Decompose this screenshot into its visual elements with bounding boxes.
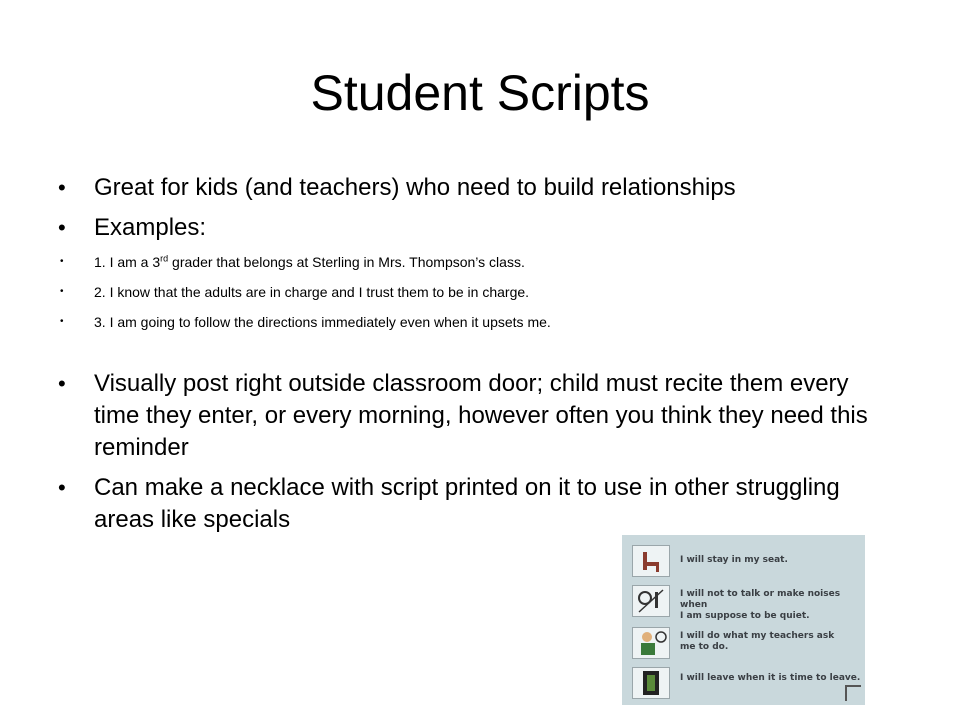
script-line: I will do what my teachers ask me to do.	[680, 631, 835, 652]
spacer	[58, 342, 888, 368]
bullet-item	[58, 472, 888, 536]
script-line: I will stay in my seat.	[680, 555, 788, 565]
sub-bullet-text: 3. I am going to follow the directions immediately even when it upsets me.	[94, 314, 551, 330]
sub-bullet-text-part: 1. I am a 3	[94, 254, 161, 270]
bullet-dot: •	[60, 316, 64, 327]
card-corner-mark	[845, 685, 861, 701]
script-card-photo	[622, 535, 865, 705]
bullet-text: Examples:	[94, 214, 207, 241]
bullet-dot: •	[58, 475, 66, 500]
sub-bullet-item	[58, 252, 888, 272]
bullet-dot: •	[58, 175, 66, 200]
script-row	[622, 663, 865, 699]
sub-bullet-text: 2. I know that the adults are in charge and I trust them to be in charge.	[94, 284, 530, 300]
slide-title: Student Scripts	[310, 65, 650, 121]
bullet-item	[58, 212, 888, 244]
sub-bullet-text-part: grader that belongs at Sterling in Mrs. Thompson’s class.	[168, 254, 525, 270]
teacher-icon	[632, 627, 670, 659]
sub-bullet-item	[58, 312, 888, 332]
bullet-list	[58, 172, 888, 544]
quiet-icon	[632, 585, 670, 617]
script-line: I will leave when it is time to leave.	[680, 673, 861, 683]
script-line: I will not to talk or make noises when I am suppose to be quiet.	[680, 589, 841, 621]
sub-bullet-item	[58, 282, 888, 302]
script-row	[622, 623, 865, 663]
script-row	[622, 581, 865, 621]
chair-icon	[632, 545, 670, 577]
bullet-item	[58, 368, 888, 464]
bullet-text: Great for kids (and teachers) who need to build relationships	[94, 174, 736, 201]
bullet-item	[58, 172, 888, 204]
bullet-text: Visually post right outside classroom door; child must recite them every time they enter, or every morning, however often you think they need this reminder	[94, 370, 868, 461]
ordinal-suffix: rd	[160, 253, 169, 264]
bullet-dot: •	[60, 256, 64, 267]
sub-bullet-text	[94, 254, 525, 270]
bullet-dot: •	[58, 215, 66, 240]
bullet-text: Can make a necklace with script printed on it to use in other struggling areas like specials	[94, 474, 840, 533]
bullet-dot: •	[60, 286, 64, 297]
bullet-dot: •	[58, 371, 66, 396]
door-icon	[632, 667, 670, 699]
script-row	[622, 541, 865, 577]
